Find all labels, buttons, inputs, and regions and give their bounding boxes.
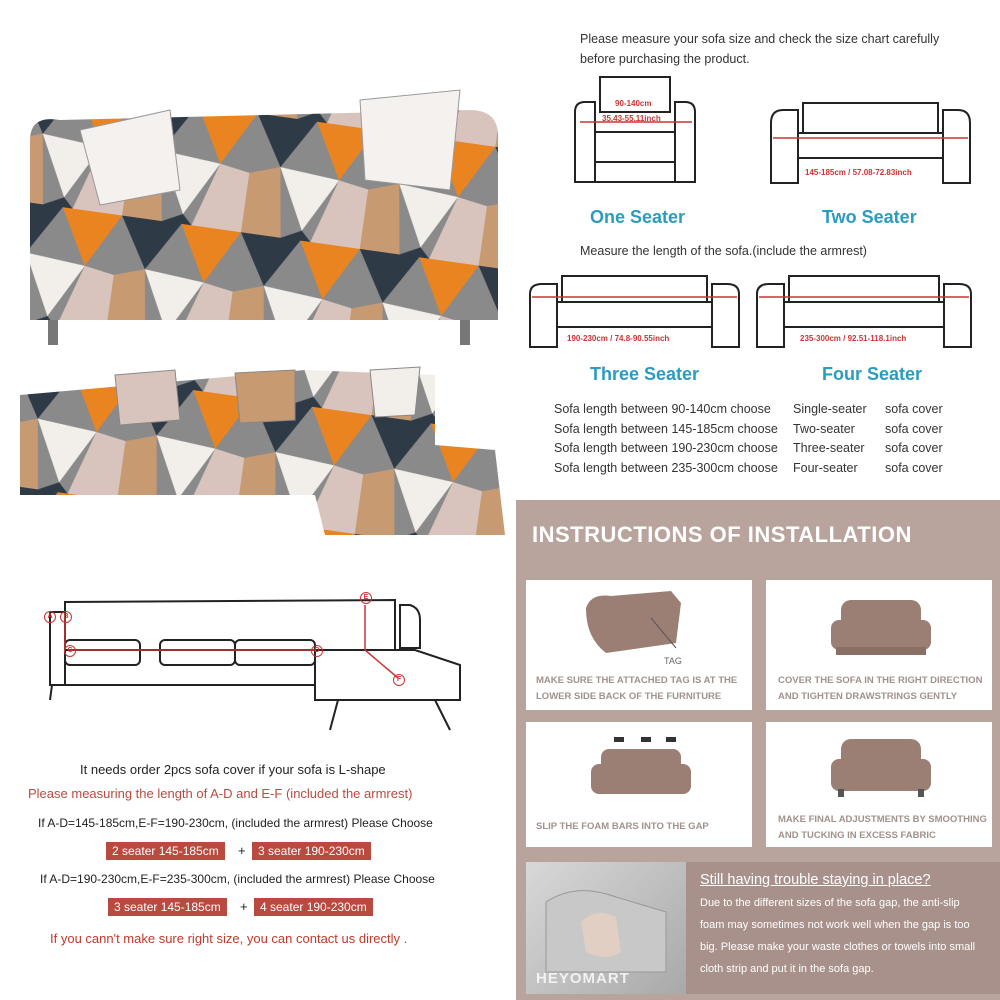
three-seater-dim: 190-230cm / 74.8-90.55inch xyxy=(567,334,670,343)
trouble-line-3: big. Please make your waste clothes or towels into small xyxy=(700,941,976,953)
lshape-line2: Please measuring the length of A-D and E-F (included the armrest) xyxy=(28,786,413,801)
lshape-diagram xyxy=(40,590,470,735)
point-f: F xyxy=(393,674,405,686)
step-1-line2: LOWER SIDE BACK OF THE FURNITURE xyxy=(536,691,722,702)
step-4-line1: MAKE FINAL ADJUSTMENTS BY SMOOTHING xyxy=(778,814,987,825)
one-seater-dim-inch: 35.43-55.11inch xyxy=(602,114,661,123)
opt2-plus: + xyxy=(240,899,248,914)
intro-line-1: Please measure your sofa size and check the size chart carefully xyxy=(580,32,940,46)
row-range: Sofa length between 145-185cm choose xyxy=(554,421,778,436)
trouble-line-2: foam may sometimes not work well when the gap is too xyxy=(700,919,970,931)
row-item: sofa cover xyxy=(885,402,943,416)
four-seater-dim: 235-300cm / 92.51-118.1inch xyxy=(800,334,907,343)
row-range: Sofa length between 190-230cm choose xyxy=(554,441,778,455)
one-seater-diagram xyxy=(570,72,700,197)
point-d: D xyxy=(311,645,323,657)
step-1-line1: MAKE SURE THE ATTACHED TAG IS AT THE xyxy=(536,675,738,686)
step-4-line2: AND TUCKING IN EXCESS FABRIC xyxy=(778,830,936,841)
trouble-box xyxy=(686,862,1000,994)
row-size: Three-seater xyxy=(793,441,865,455)
table-row xyxy=(554,402,954,422)
row-item: sofa cover xyxy=(885,460,943,475)
row-range: Sofa length between 90-140cm choose xyxy=(554,402,771,416)
opt1-tag-a: 2 seater 145-185cm xyxy=(106,842,225,860)
cover-sofa-illustration xyxy=(826,595,936,665)
smooth-fabric-illustration xyxy=(826,734,936,804)
point-c: C xyxy=(64,645,76,657)
step-2-line2: AND TIGHTEN DRAWSTRINGS GENTLY xyxy=(778,691,958,702)
step-2-line1: COVER THE SOFA IN THE RIGHT DIRECTION xyxy=(778,675,983,686)
table-row xyxy=(554,422,954,442)
watermark: HEYOMART xyxy=(536,970,630,987)
table-row xyxy=(554,461,954,481)
row-size: Two-seater xyxy=(793,421,855,436)
one-seater-dim-cm: 90-140cm xyxy=(615,99,652,108)
measure-note: Measure the length of the sofa.(include the armrest) xyxy=(580,244,867,258)
install-step-3 xyxy=(526,722,752,847)
row-item: sofa cover xyxy=(885,421,943,436)
install-panel xyxy=(516,500,1000,1000)
two-seater-label: Two Seater xyxy=(822,207,917,227)
tag-sofa-illustration xyxy=(581,588,691,658)
intro-line-2: before purchasing the product. xyxy=(580,52,750,66)
point-a: A xyxy=(44,611,56,623)
size-choose-table xyxy=(554,402,954,480)
row-size: Single-seater xyxy=(793,402,867,416)
opt1-tag-b: 3 seater 190-230cm xyxy=(252,842,371,860)
install-step-2 xyxy=(766,580,992,710)
point-e: E xyxy=(360,592,372,604)
row-range: Sofa length between 235-300cm choose xyxy=(554,460,778,475)
four-seater-label: Four Seater xyxy=(822,364,923,384)
trouble-line-4: cloth strip and put it in the sofa gap. xyxy=(700,963,874,975)
install-step-1 xyxy=(526,580,752,710)
two-seater-dim: 145-185cm / 57.08-72.83inch xyxy=(805,168,912,177)
tag-label: TAG xyxy=(664,656,682,666)
row-size: Four-seater xyxy=(793,460,858,475)
opt1-plus: + xyxy=(238,843,246,858)
opt2-tag-b: 4 seater 190-230cm xyxy=(254,898,373,916)
opt2-tag-a: 3 seater 145-185cm xyxy=(108,898,227,916)
two-seater-diagram xyxy=(768,98,973,193)
row-item: sofa cover xyxy=(885,441,943,455)
install-title: INSTRUCTIONS OF INSTALLATION xyxy=(532,522,912,547)
sofa-photo-main xyxy=(20,80,510,350)
foam-bars-illustration xyxy=(586,734,696,804)
one-seater-label: One Seater xyxy=(590,207,686,227)
trouble-line-1: Due to the different sizes of the sofa gap, the anti-slip xyxy=(700,897,960,909)
lshape-contact: If you cann't make sure right size, you can contact us directly . xyxy=(50,931,408,946)
table-row xyxy=(554,441,954,461)
point-b: B xyxy=(60,611,72,623)
three-seater-label: Three Seater xyxy=(590,364,700,384)
install-step-4 xyxy=(766,722,992,847)
lshape-line1: It needs order 2pcs sofa cover if your sofa is L-shape xyxy=(80,762,386,777)
trouble-title: Still having trouble staying in place? xyxy=(700,872,931,888)
step-3-line1: SLIP THE FOAM BARS INTO THE GAP xyxy=(536,821,709,832)
lshape-opt2: If A-D=190-230cm,E-F=235-300cm, (included the armrest) Please Choose xyxy=(40,872,435,886)
lshape-opt1: If A-D=145-185cm,E-F=190-230cm, (included the armrest) Please Choose xyxy=(38,816,433,830)
sofa-photo-lshape xyxy=(15,365,510,540)
